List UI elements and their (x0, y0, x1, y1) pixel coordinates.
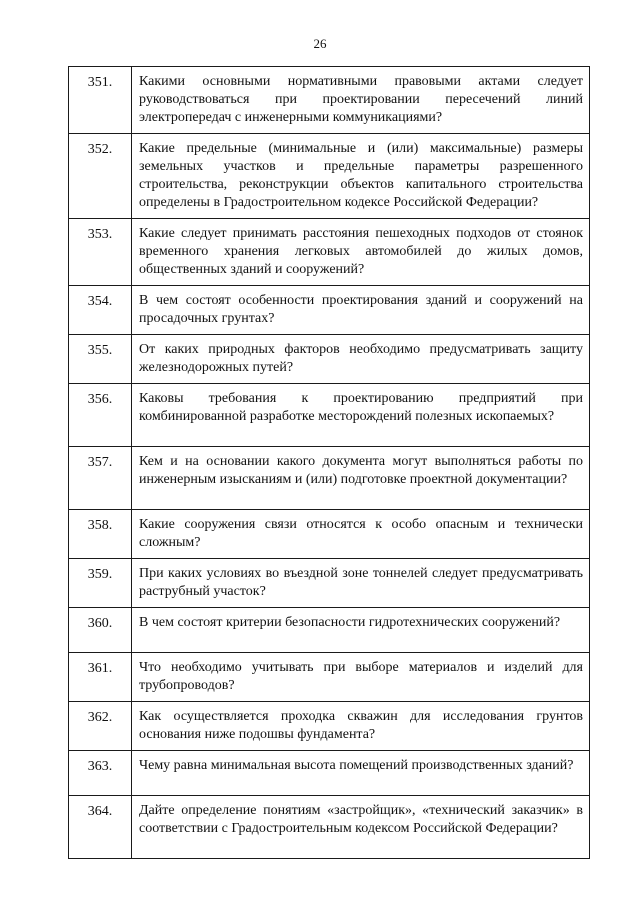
question-cell (132, 510, 590, 559)
question-text: В чем состоят критерии безопасности гидротехнических сооружений? (139, 615, 561, 630)
question-row (69, 559, 590, 608)
question-number: 355. (69, 335, 132, 384)
question-number: 357. (69, 447, 132, 510)
question-row (69, 510, 590, 559)
question-row (69, 335, 590, 384)
question-row (69, 384, 590, 447)
question-text: В чем состоят особенности проектирования зданий и сооружений на просадочных грунтах? (139, 293, 583, 326)
question-number: 351. (69, 67, 132, 134)
question-text: При каких условиях во въездной зоне тоннелей следует предусматривать раструбный участок? (139, 566, 583, 599)
question-text: Какие следует принимать расстояния пешеходных подходов от стоянок временного хранения легковых автомобилей до жилых домов, общественных зданий и сооружений? (139, 226, 583, 277)
questions-table (68, 66, 590, 859)
question-number: 358. (69, 510, 132, 559)
question-number: 352. (69, 134, 132, 219)
question-cell (132, 653, 590, 702)
page-number: 26 (313, 36, 327, 51)
question-cell (132, 384, 590, 447)
question-cell (132, 286, 590, 335)
question-text: Какими основными нормативными правовыми актами следует руководствоваться при проектировании пересечений линий электропередач с инженерными коммуникациями? (139, 74, 583, 125)
question-cell (132, 134, 590, 219)
question-number: 361. (69, 653, 132, 702)
question-cell (132, 559, 590, 608)
question-text: От каких природных факторов необходимо предусматривать защиту железнодорожных путей? (139, 342, 583, 375)
question-row (69, 751, 590, 796)
question-cell (132, 608, 590, 653)
question-row (69, 67, 590, 134)
question-text: Как осуществляется проходка скважин для исследования грунтов основания ниже подошвы фундамента? (139, 709, 583, 742)
question-row (69, 608, 590, 653)
question-cell (132, 219, 590, 286)
question-cell (132, 335, 590, 384)
question-cell (132, 702, 590, 751)
question-number: 362. (69, 702, 132, 751)
question-cell (132, 796, 590, 859)
question-row (69, 796, 590, 859)
question-row (69, 134, 590, 219)
question-text: Чему равна минимальная высота помещений производственных зданий? (139, 758, 574, 773)
question-row (69, 219, 590, 286)
question-text: Каковы требования к проектированию предприятий при комбинированной разработке месторождений полезных ископаемых? (139, 391, 583, 424)
question-number: 353. (69, 219, 132, 286)
question-row (69, 286, 590, 335)
question-number: 359. (69, 559, 132, 608)
question-row (69, 653, 590, 702)
question-number: 354. (69, 286, 132, 335)
question-row (69, 447, 590, 510)
question-text: Какие предельные (минимальные и (или) максимальные) размеры земельных участков и предельные параметры разрешенного строительства, реконструкции объектов капитального строительства определены в Градостроительном кодексе Российской Федерации? (139, 141, 583, 210)
question-text: Кем и на основании какого документа могут выполняться работы по инженерным изысканиям и (или) подготовке проектной документации? (139, 454, 583, 487)
question-number: 364. (69, 796, 132, 859)
question-cell (132, 751, 590, 796)
question-cell (132, 67, 590, 134)
question-text: Дайте определение понятиям «застройщик», «технический заказчик» в соответствии с Градостроительным кодексом Российской Федерации? (139, 803, 583, 836)
question-number: 356. (69, 384, 132, 447)
question-row (69, 702, 590, 751)
question-number: 363. (69, 751, 132, 796)
question-cell (132, 447, 590, 510)
question-number: 360. (69, 608, 132, 653)
question-text: Что необходимо учитывать при выборе материалов и изделий для трубопроводов? (139, 660, 583, 693)
question-text: Какие сооружения связи относятся к особо опасным и технически сложным? (139, 517, 583, 550)
